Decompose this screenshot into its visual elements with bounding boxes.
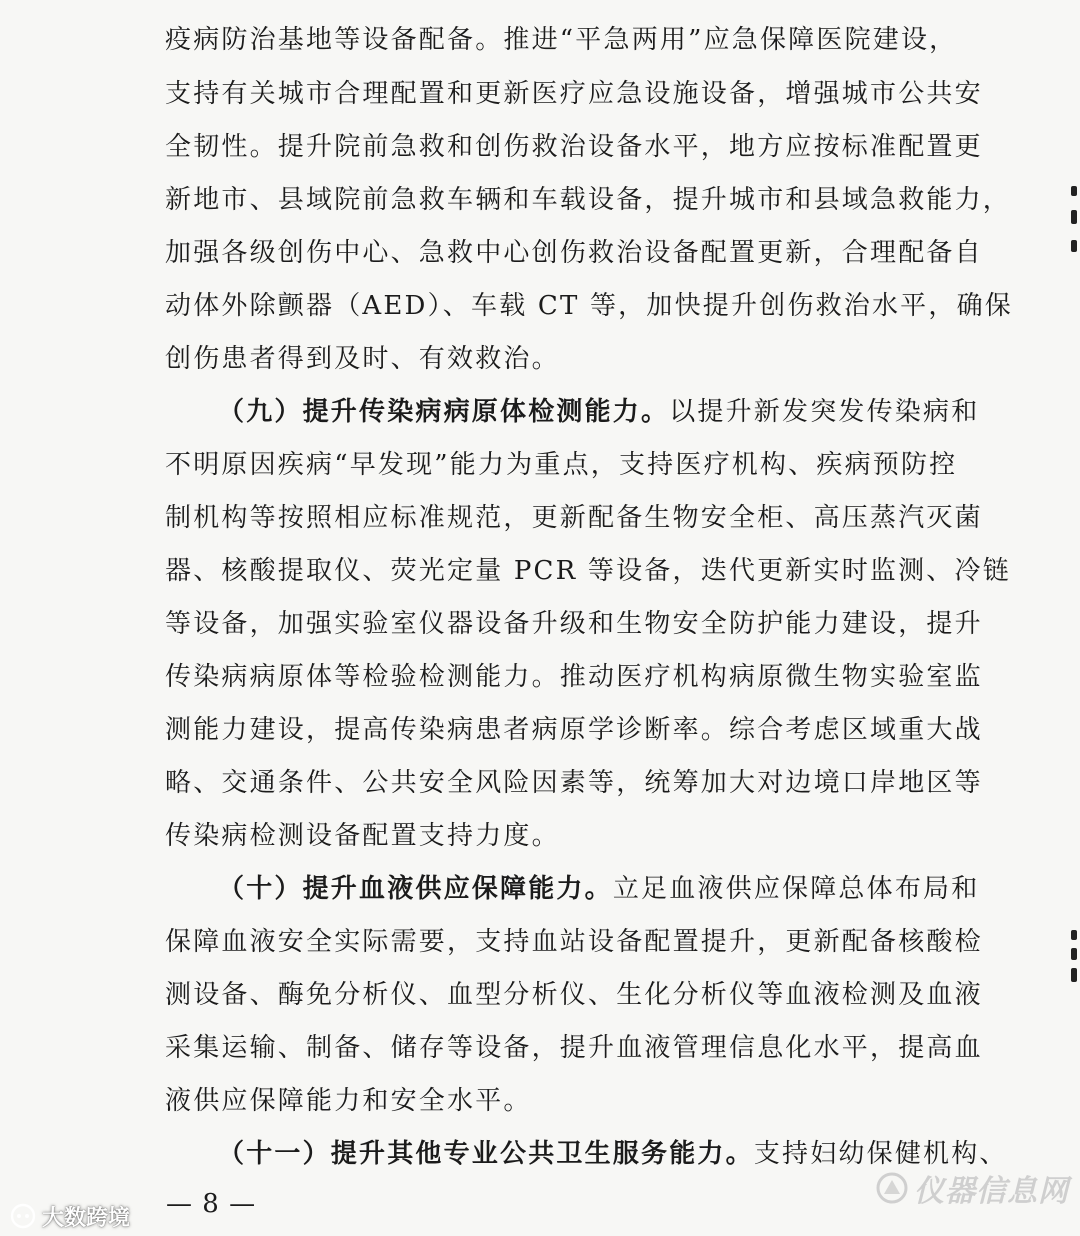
chat-bubble-icon bbox=[10, 1203, 36, 1229]
section-10-heading: （十）提升血液供应保障能力。 bbox=[218, 874, 613, 904]
scan-mark bbox=[1071, 968, 1077, 982]
scan-mark bbox=[1071, 210, 1077, 224]
paragraph-line: 传染病检测设备配置支持力度。 bbox=[165, 821, 560, 851]
paragraph-line: 器、核酸提取仪、荧光定量 PCR 等设备，迭代更新实时监测、冷链 bbox=[165, 556, 1011, 586]
paragraph-line: 动体外除颤器（AED）、车载 CT 等，加快提升创伤救治水平，确保 bbox=[165, 291, 1013, 321]
section-10-text: 立足血液供应保障总体布局和 bbox=[612, 874, 980, 904]
section-9-heading: （九）提升传染病病原体检测能力。 bbox=[218, 397, 670, 427]
scan-mark bbox=[1071, 930, 1077, 940]
watermark-left-text: 大数跨境 bbox=[42, 1205, 131, 1231]
paragraph-line: 全韧性。提升院前急救和创伤救治设备水平，地方应按标准配置更 bbox=[165, 132, 983, 162]
section-9-first-line bbox=[218, 394, 980, 430]
paragraph-line: 传染病病原体等检验检测能力。推动医疗机构病原微生物实验室监 bbox=[165, 662, 983, 692]
paragraph-line: 加强各级创伤中心、急救中心创伤救治设备配置更新，合理配备自 bbox=[165, 238, 983, 268]
watermark-right-text: 仪器信息网 bbox=[914, 1174, 1069, 1209]
paragraph-line: 采集运输、制备、储存等设备，提升血液管理信息化水平，提高血 bbox=[165, 1033, 983, 1063]
instrument-logo-icon bbox=[874, 1170, 910, 1206]
paragraph-line: 保障血液安全实际需要，支持血站设备配置提升，更新配备核酸检 bbox=[165, 927, 983, 957]
watermark-right bbox=[874, 1166, 1069, 1210]
paragraph-line: 等设备，加强实验室仪器设备升级和生物安全防护能力建设，提升 bbox=[165, 609, 983, 639]
section-10-first-line bbox=[218, 871, 980, 907]
paragraph-line: 略、交通条件、公共安全风险因素等，统筹加大对边境口岸地区等 bbox=[165, 768, 983, 798]
paragraph-line: 新地市、县域院前急救车辆和车载设备，提升城市和县域急救能力， bbox=[165, 185, 1012, 215]
section-9-text: 以提升新发突发传染病和 bbox=[669, 397, 980, 427]
paragraph-line: 不明原因疾病“早发现”能力为重点，支持医疗机构、疾病预防控 bbox=[165, 450, 958, 480]
paragraph-line: 制机构等按照相应标准规范，更新配备生物安全柜、高压蒸汽灭菌 bbox=[165, 503, 983, 533]
paragraph-line: 测设备、酶免分析仪、血型分析仪、生化分析仪等血液检测及血液 bbox=[165, 980, 983, 1010]
scan-mark bbox=[1071, 240, 1077, 252]
watermark-left bbox=[10, 1200, 130, 1232]
paragraph-line: 支持有关城市合理配置和更新医疗应急设施设备，增强城市公共安 bbox=[165, 79, 983, 109]
section-11-first-line bbox=[218, 1136, 1008, 1172]
scan-mark bbox=[1071, 948, 1077, 960]
scan-mark bbox=[1071, 186, 1077, 196]
paragraph-line: 疫病防治基地等设备配备。推进“平急两用”应急保障医院建设， bbox=[165, 25, 958, 55]
page-number: — 8 — bbox=[166, 1189, 257, 1219]
paragraph-line: 创伤患者得到及时、有效救治。 bbox=[165, 344, 560, 374]
section-11-heading: （十一）提升其他专业公共卫生服务能力。 bbox=[218, 1139, 754, 1169]
paragraph-line: 液供应保障能力和安全水平。 bbox=[165, 1086, 532, 1116]
paragraph-line: 测能力建设，提高传染病患者病原学诊断率。综合考虑区域重大战 bbox=[165, 715, 983, 745]
section-11-text: 支持妇幼保健机构、 bbox=[753, 1139, 1008, 1169]
